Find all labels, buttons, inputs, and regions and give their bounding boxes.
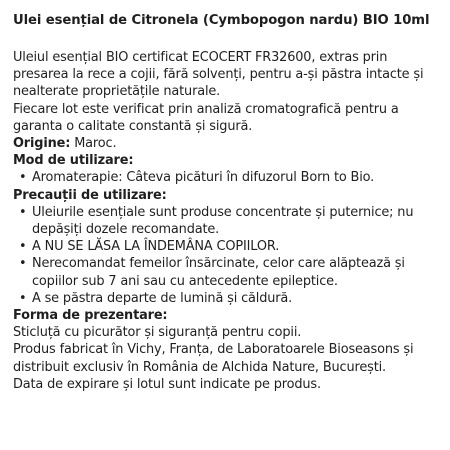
origin-value: Maroc. [70,136,117,152]
description-paragraph-analysis: Fiecare lot este verificat prin analiză cromatografică pentru a garanta o calitate constantă și sigură. [13,101,399,134]
precautions-heading: Precauții de utilizare: [13,187,167,203]
description-body [13,49,436,393]
description-paragraph-certification: Uleiul esențial BIO certificat ECOCERT FR32600, extras prin presarea la rece a cojii, fără solvenți, pentru a-și păstra intacte și nealterate proprietățile naturale. [13,50,424,100]
presentation-line-manufacturer: Produs fabricat în Vichy, Franța, de Laboratoarele Bioseasons și distribuit exclusiv în România de Alchida Nature, București. [13,342,414,375]
presentation-heading: Forma de prezentare: [13,308,168,324]
origin-line [13,135,436,152]
origin-label: Origine: [13,136,71,152]
precaution-item-storage: • A se păstra departe de lumină și căldură. [32,290,436,307]
usage-heading: Mod de utilizare: [13,153,134,169]
product-title: Ulei esențial de Citronela (Cymbopogon nardu) BIO 10ml [13,13,430,28]
usage-list [13,169,436,186]
precaution-item-children: • A NU SE LĂSA LA ÎNDEMÂNA COPIILOR. [32,238,436,255]
presentation-line-bottle: Sticluță cu picurător și siguranță pentru copii. [13,325,302,341]
precaution-item-dosage: • Uleiurile esențiale sunt produse concentrate și puternice; nu depășiți dozele recomandate. [32,204,436,238]
precaution-item-pregnancy: • Nerecomandat femeilor însărcinate, celor care alăptează și copiilor sub 7 ani sau cu antecedente epileptice. [32,255,436,289]
precautions-list [13,204,436,307]
usage-item: • Aromaterapie: Câteva picături în difuzorul Born to Bio. [32,169,436,186]
presentation-line-expiry: Data de expirare și lotul sunt indicate pe produs. [13,376,321,392]
